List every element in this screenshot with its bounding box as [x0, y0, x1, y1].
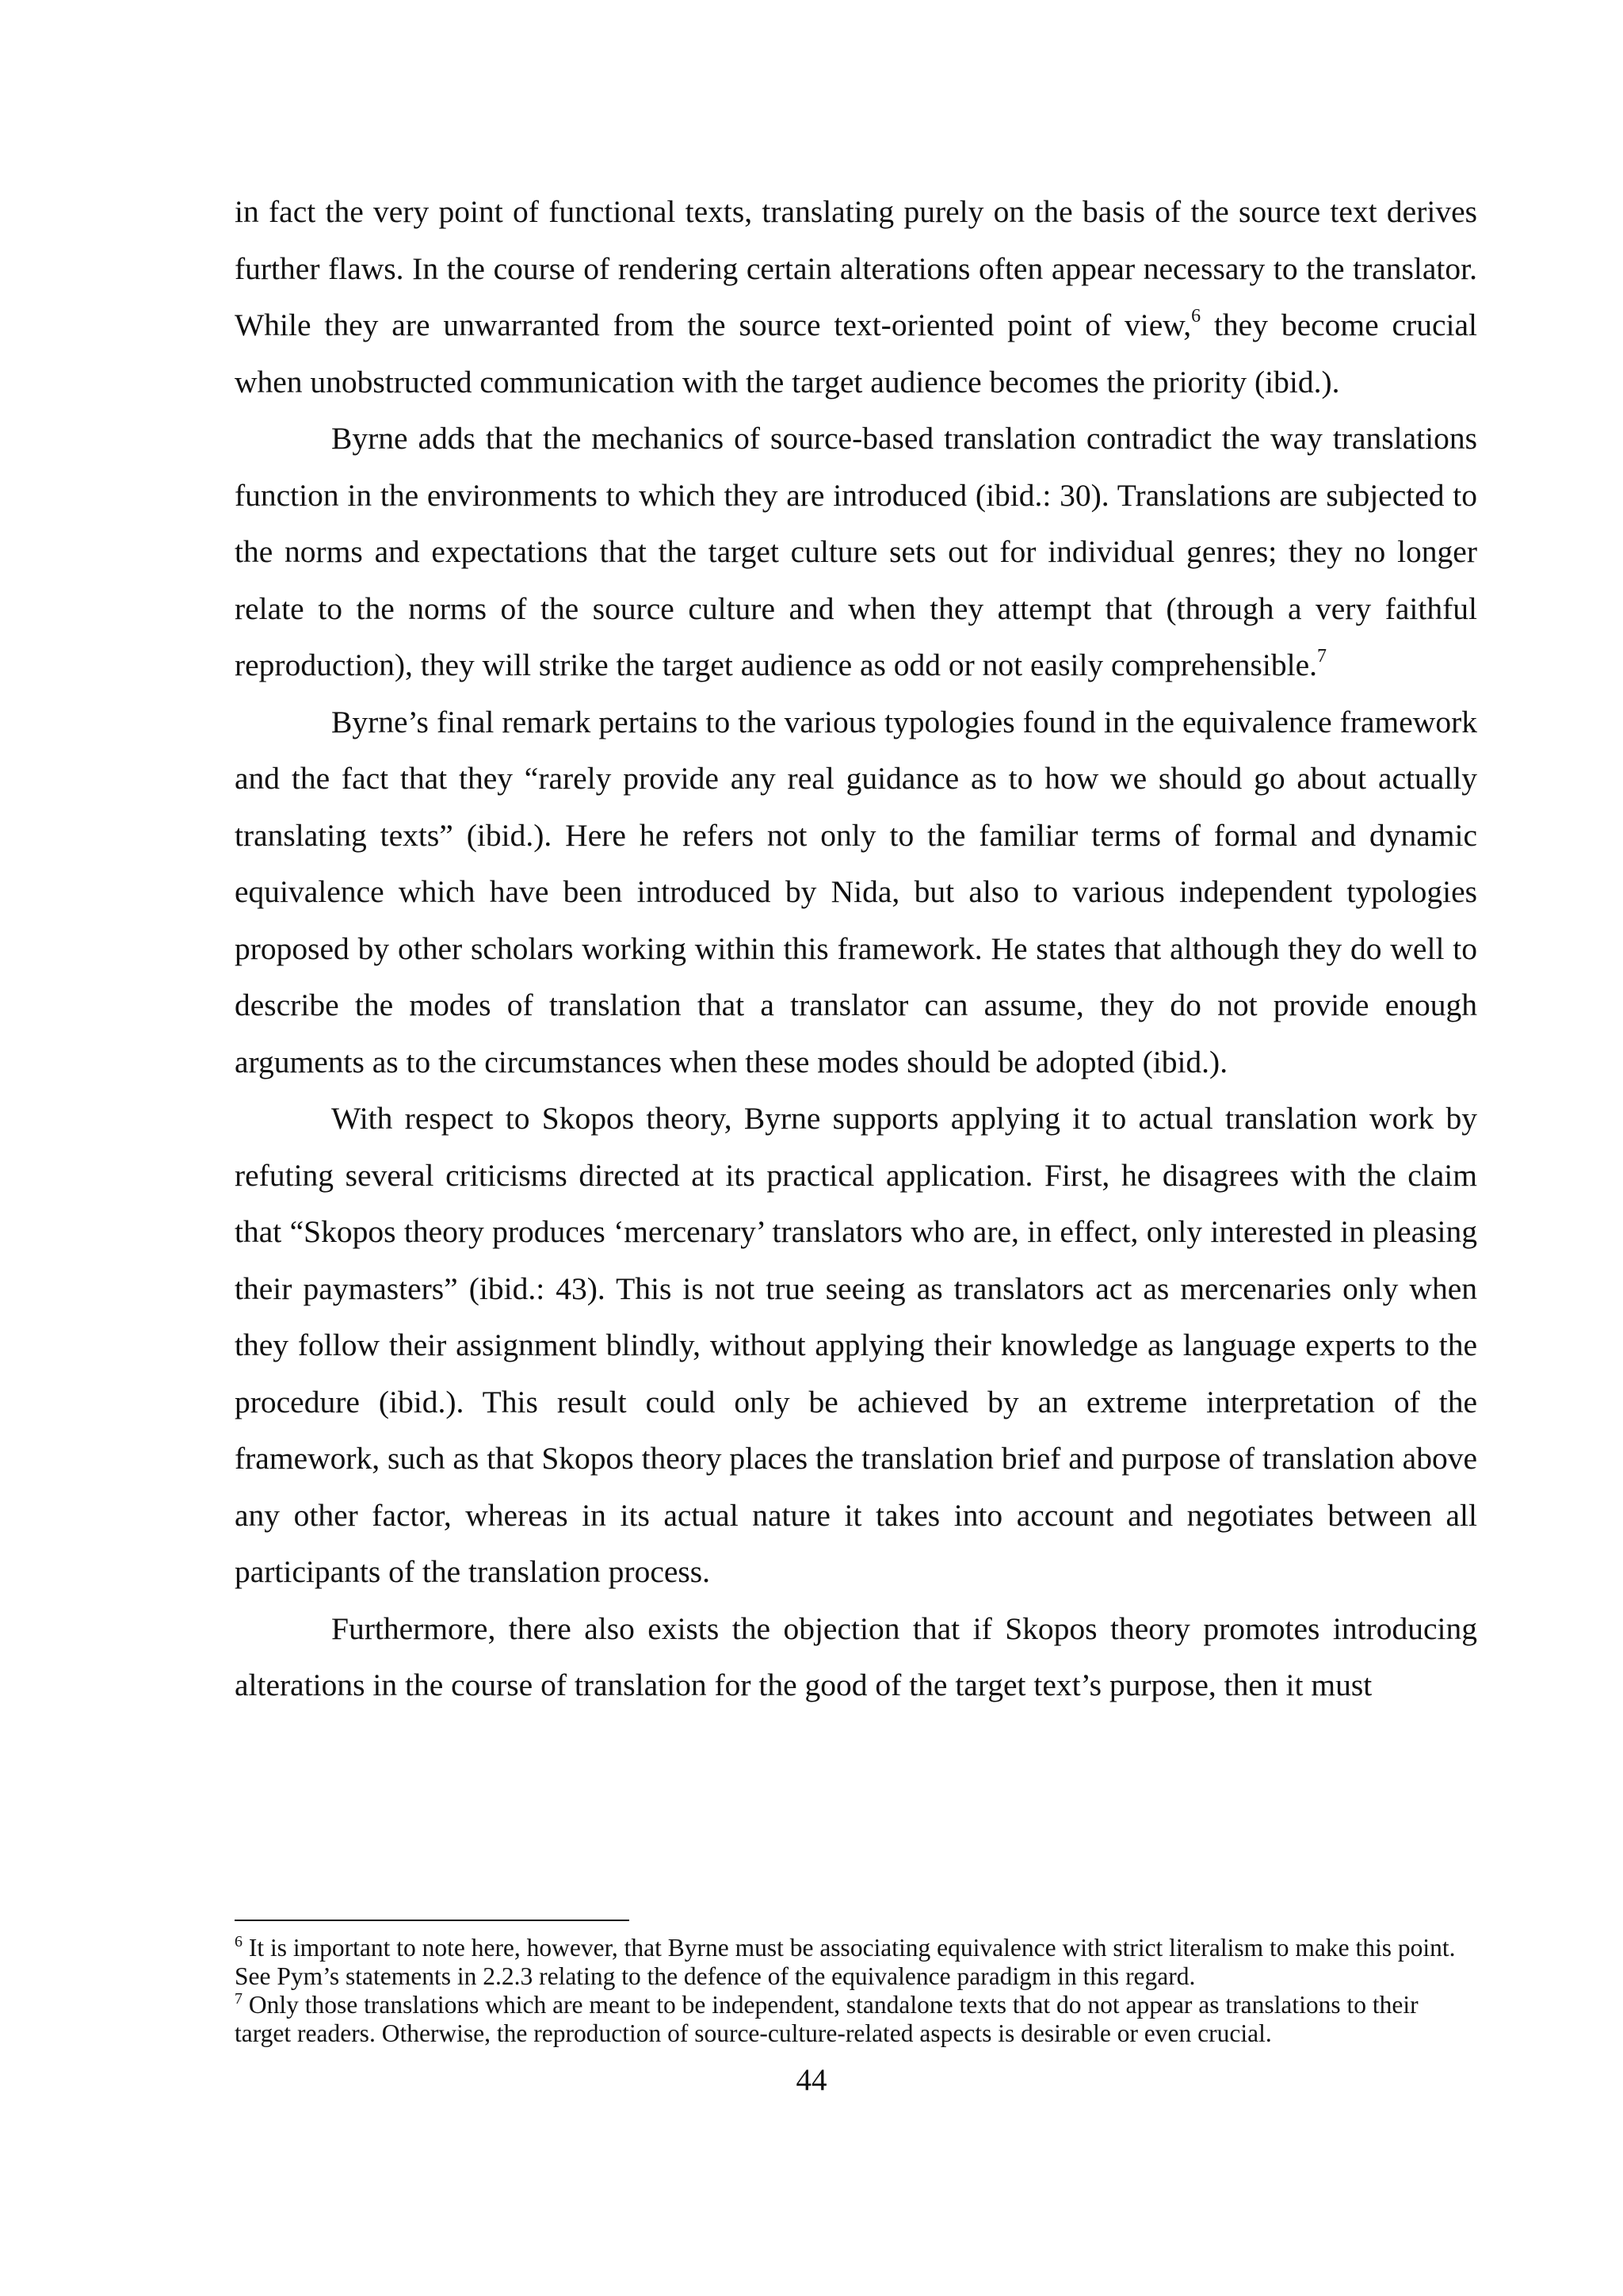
footnote-separator — [235, 1920, 629, 1921]
footnote-text: It is important to note here, however, that Byrne must be associating equivalence with strict literalism to make this point. See Pym’s statements in 2.2.3 relating to the defence of the equivalence paradigm in this regard. — [235, 1934, 1456, 1990]
paragraph: in fact the very point of functional texts, translating purely on the basis of the source text derives further flaws. In the course of rendering certain alterations often appear necessary to the translator. While they are unwarranted from the source text-oriented point of view,$^6$ they become crucial when unobstructed communication with the target audience becomes the priority (ibid.). — [235, 194, 1477, 399]
footnote-reference-6: 6 — [1191, 306, 1201, 327]
page-number: 44 — [796, 2063, 827, 2097]
footnote — [235, 1934, 1477, 1991]
paragraph: Byrne’s final remark pertains to the various typologies found in the equivalence framework and the fact that they “rarely provide any real guidance as to how we should go about actually translating texts” (ibid.). Here he refers not only to the familiar terms of formal and dynamic equivalence which have been introduced by Nida, but also to various independent typologies proposed by other scholars working within this framework. He states that although they do well to describe the modes of translation that a translator can assume, they do not provide enough arguments as to the circumstances when these modes should be adopted (ibid.). — [235, 704, 1477, 1079]
footnote-reference-7: 7 — [1317, 646, 1327, 667]
footnote-text: Only those translations which are meant to be independent, standalone texts that do not appear as translations to their target readers. Otherwise, the reproduction of source-culture-related aspects is desirable or even crucial. — [235, 1991, 1419, 2047]
footnotes — [235, 1934, 1477, 2048]
paragraph: Byrne adds that the mechanics of source-based translation contradict the way translations function in the environments to which they are introduced (ibid.: 30). Translations are subjected to the norms and expectations that the target culture sets out for individual genres; they no longer relate to the norms of the source culture and when they attempt that (through a very faithful reproduction), they will strike the target audience as odd or not easily comprehensible.$^7$ — [235, 421, 1477, 682]
paragraph: Furthermore, there also exists the objection that if Skopos theory promotes introducing alterations in the course of translation for the good of the target text’s purpose, then it must — [235, 1610, 1477, 1702]
footnote-number: 7 — [235, 1990, 242, 2008]
footnote — [235, 1991, 1477, 2048]
footnote-number: 6 — [235, 1933, 242, 1950]
body-text — [235, 184, 1477, 1714]
paragraph: With respect to Skopos theory, Byrne supports applying it to actual translation work by refuting several criticisms directed at its practical application. First, he disagrees with the claim that “Skopos theory produces ‘mercenary’ translators who are, in effect, only interested in pleasing their paymasters” (ibid.: 43). This is not true seeing as translators act as mercenaries only when they follow their assignment blindly, without applying their knowledge as language experts to the procedure (ibid.). This result could only be achieved by an extreme interpretation of the framework, such as that Skopos theory places the translation brief and purpose of translation above any other factor, whereas in its actual nature it takes into account and negotiates between all participants of the translation process. — [235, 1101, 1477, 1589]
